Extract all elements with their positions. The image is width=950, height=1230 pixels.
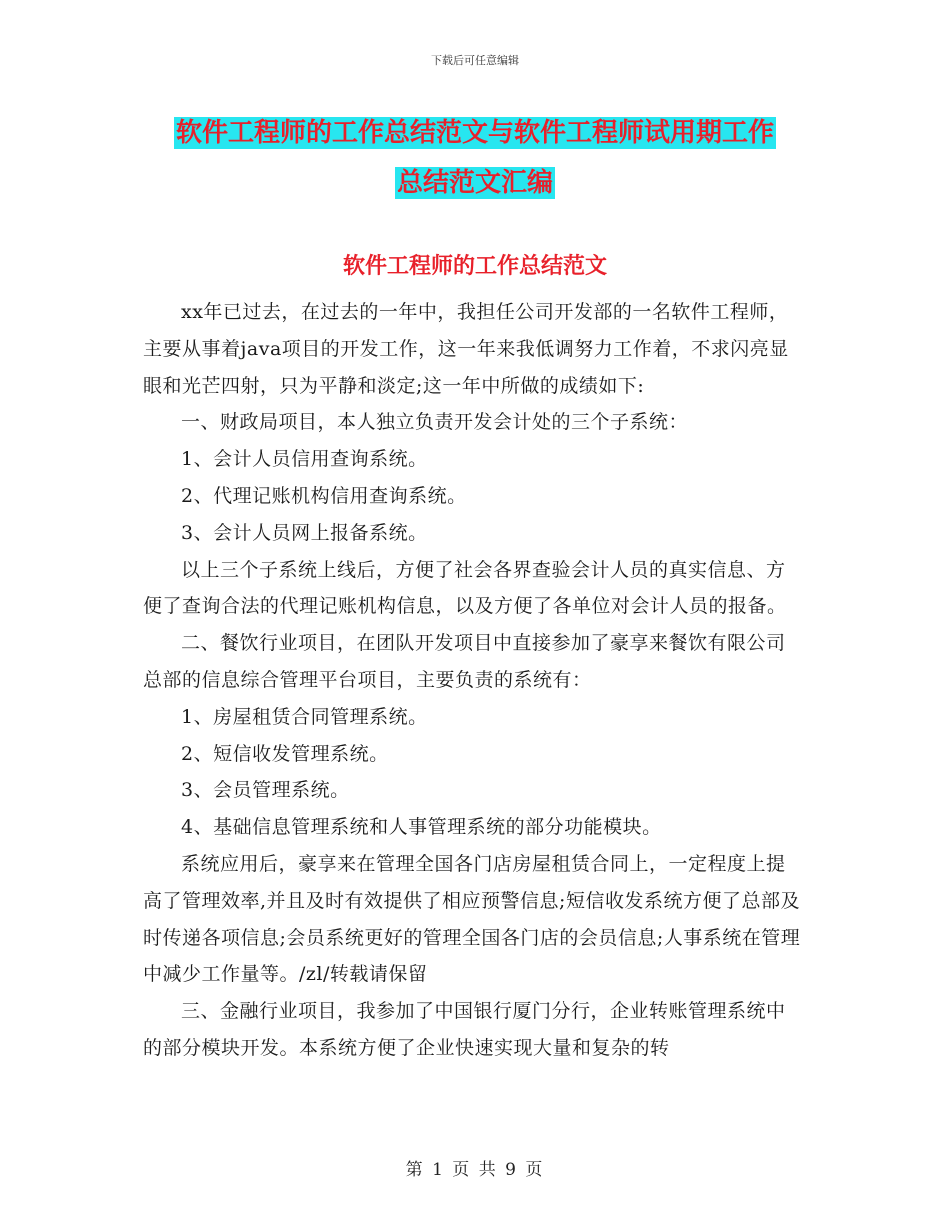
section-title: 软件工程师的工作总结范文 bbox=[342, 254, 607, 279]
body-text bbox=[143, 294, 803, 1067]
header-note: 下载后可任意编辑 bbox=[431, 54, 519, 67]
list-item: 2、代理记账机构信用查询系统。 bbox=[181, 484, 467, 507]
list-item: 3、会计人员网上报备系统。 bbox=[181, 521, 428, 544]
list-item: 3、会员管理系统。 bbox=[181, 779, 350, 802]
page-footer: 第 1 页 共 9 页 bbox=[405, 1160, 545, 1180]
list-item: 1、房屋租赁合同管理系统。 bbox=[181, 705, 428, 728]
list-item: 4、基础信息管理系统和人事管理系统的部分功能模块。 bbox=[181, 816, 662, 839]
list-item: 2、短信收发管理系统。 bbox=[181, 742, 389, 765]
paragraph: 一、财政局项目，本人独立负责开发会计处的三个子系统： bbox=[181, 411, 689, 434]
paragraph: 系统应用后，豪享来在管理全国各门店房屋租赁合同上，一定程度上提高了管理效率,并且及时有效提供了相应预警信息;短信收发系统方便了总部及时传递各项信息;会员系统更好的管理全国各门店的会员信息;人事系统在管理中减少工作量等。/zl/转载请保留 bbox=[143, 852, 801, 986]
document-title-line2: 总结范文汇编 bbox=[396, 168, 553, 198]
paragraph: 二、餐饮行业项目，在团队开发项目中直接参加了豪享来餐饮有限公司总部的信息综合管理平台项目，主要负责的系统有： bbox=[143, 632, 786, 691]
document-title-line1: 软件工程师的工作总结范文与软件工程师试用期工作 bbox=[175, 118, 774, 148]
list-item: 1、会计人员信用查询系统。 bbox=[181, 448, 428, 471]
document-title bbox=[0, 108, 950, 208]
paragraph: xx年已过去，在过去的一年中，我担任公司开发部的一名软件工程师，主要从事着java项目的开发工作，这一年来我低调努力工作着，不求闪亮显眼和光芒四射，只为平静和淡定;这一年中所做的成绩如下: bbox=[143, 301, 789, 397]
paragraph: 以上三个子系统上线后，方便了社会各界查验会计人员的真实信息、方便了查询合法的代理记账机构信息，以及方便了各单位对会计人员的报备。 bbox=[143, 558, 787, 618]
paragraph: 三、金融行业项目，我参加了中国银行厦门分行，企业转账管理系统中的部分模块开发。本系统方便了企业快速实现大量和复杂的转 bbox=[143, 1000, 786, 1059]
